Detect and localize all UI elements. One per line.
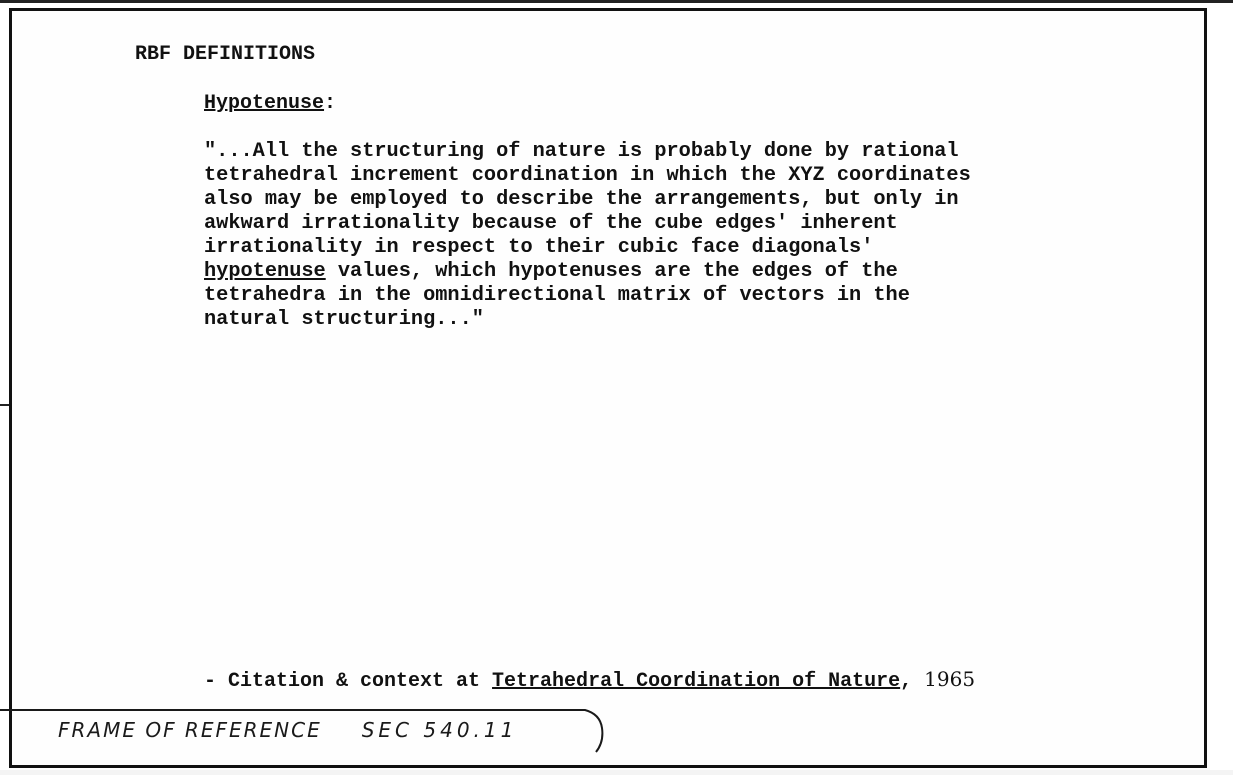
quote-line [204, 260, 971, 284]
top-border-rule [0, 0, 1233, 3]
quote-line: tetrahedral increment coordination in which the XYZ coordinates [204, 164, 971, 187]
term-word: Hypotenuse [204, 92, 325, 115]
quote-line: natural structuring..." [204, 308, 484, 331]
underlined-term: hypotenuse [204, 260, 326, 283]
citation-prefix: - Citation & context at [204, 670, 493, 693]
quote-line: irrationality in respect to their cubic face diagonals' [204, 236, 874, 259]
citation-year: 1965 [924, 667, 976, 691]
handwritten-reference-stamp [0, 700, 620, 770]
definition-term [204, 92, 336, 115]
bottom-edge [0, 770, 1233, 775]
quote-line: also may be employed to describe the arrangements, but only in [204, 188, 959, 211]
card-header: RBF DEFINITIONS [135, 43, 316, 66]
quote-line: "...All the structuring of nature is probably done by rational [204, 140, 959, 163]
stamp-reference: FRAME OF REFERENCE [58, 718, 322, 742]
stamp-text [58, 718, 517, 742]
quote-line: tetrahedra in the omnidirectional matrix of vectors in the [204, 284, 910, 307]
definition-card [9, 8, 1207, 768]
definition-quote [204, 140, 971, 332]
citation-separator: , [900, 670, 925, 693]
term-colon: : [324, 92, 337, 115]
quote-line: awkward irrationality because of the cube edges' inherent [204, 212, 898, 235]
citation-line [204, 667, 975, 693]
quote-line-rest: values, which hypotenuses are the edges of the [325, 260, 898, 283]
citation-link[interactable]: Tetrahedral Coordination of Nature [492, 670, 901, 693]
stamp-section: SEC 540.11 [361, 718, 518, 742]
